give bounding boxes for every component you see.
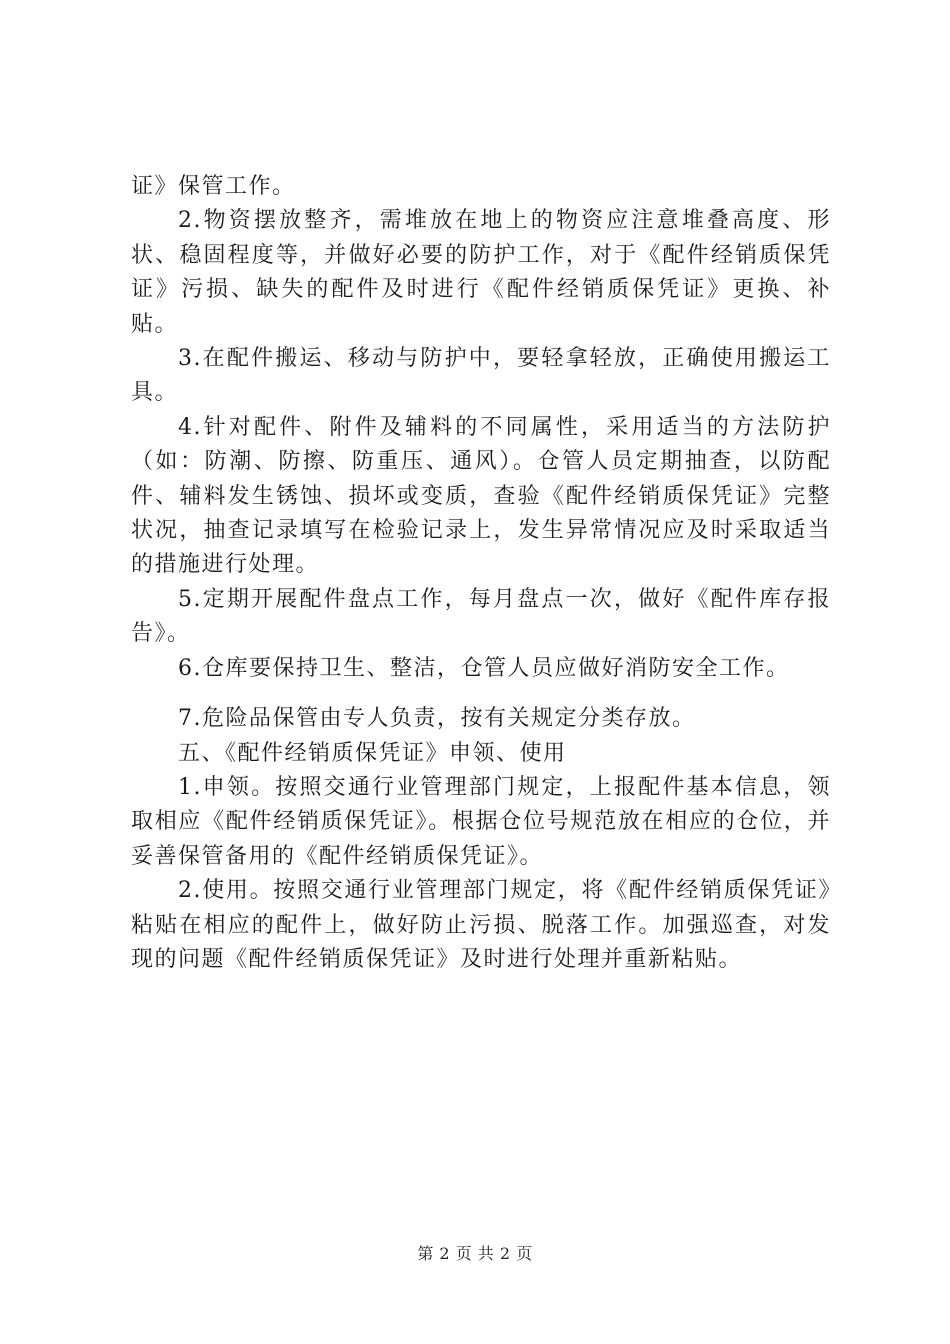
paragraph-item-4: 4.针对配件、附件及辅料的不同属性，采用适当的方法防护（如：防潮、防擦、防重压、通风）。仓管人员定期抽查，以防配件、辅料发生锈蚀、损坏或变质，查验《配件经销质保凭证》完整状况，抽查记录填写在检验记录上，发生异常情况应及时采取适当的措施进行处理。 — [131, 414, 831, 578]
paragraph-item-3: 3.在配件搬运、移动与防护中，要轻拿轻放，正确使用搬运工具。 — [131, 346, 831, 406]
paragraph-item-6: 6.仓库要保持卫生、整洁，仓管人员应做好消防安全工作。 — [178, 655, 790, 681]
section-heading-5: 五、《配件经销质保凭证》申领、使用 — [178, 740, 567, 766]
paragraph-continuation: 证》保管工作。 — [131, 174, 296, 199]
document-body — [131, 170, 831, 977]
paragraph-item-2: 2.物资摆放整齐，需堆放在地上的物资应注意堆叠高度、形状、稳固程度等，并做好必要的防护工作，对于《配件经销质保凭证》污损、缺失的配件及时进行《配件经销质保凭证》更换、补贴。 — [131, 208, 831, 337]
paragraph-use: 2.使用。按照交通行业管理部门规定，将《配件经销质保凭证》粘贴在相应的配件上，做好防止污损、脱落工作。加强巡查，对发现的问题《配件经销质保凭证》及时进行处理并重新粘贴。 — [131, 878, 831, 972]
paragraph-item-5: 5.定期开展配件盘点工作，每月盘点一次，做好《配件库存报告》。 — [131, 586, 831, 647]
paragraph-apply: 1.申领。按照交通行业管理部门规定，上报配件基本信息，领取相应《配件经销质保凭证》。根据仓位号规范放在相应的仓位，并妥善保管备用的《配件经销质保凭证》。 — [131, 774, 831, 869]
paragraph-item-7: 7.危险品保管由专人负责，按有关规定分类存放。 — [178, 706, 696, 732]
page-number-footer: 第 2 页 共 2 页 — [417, 1244, 533, 1263]
